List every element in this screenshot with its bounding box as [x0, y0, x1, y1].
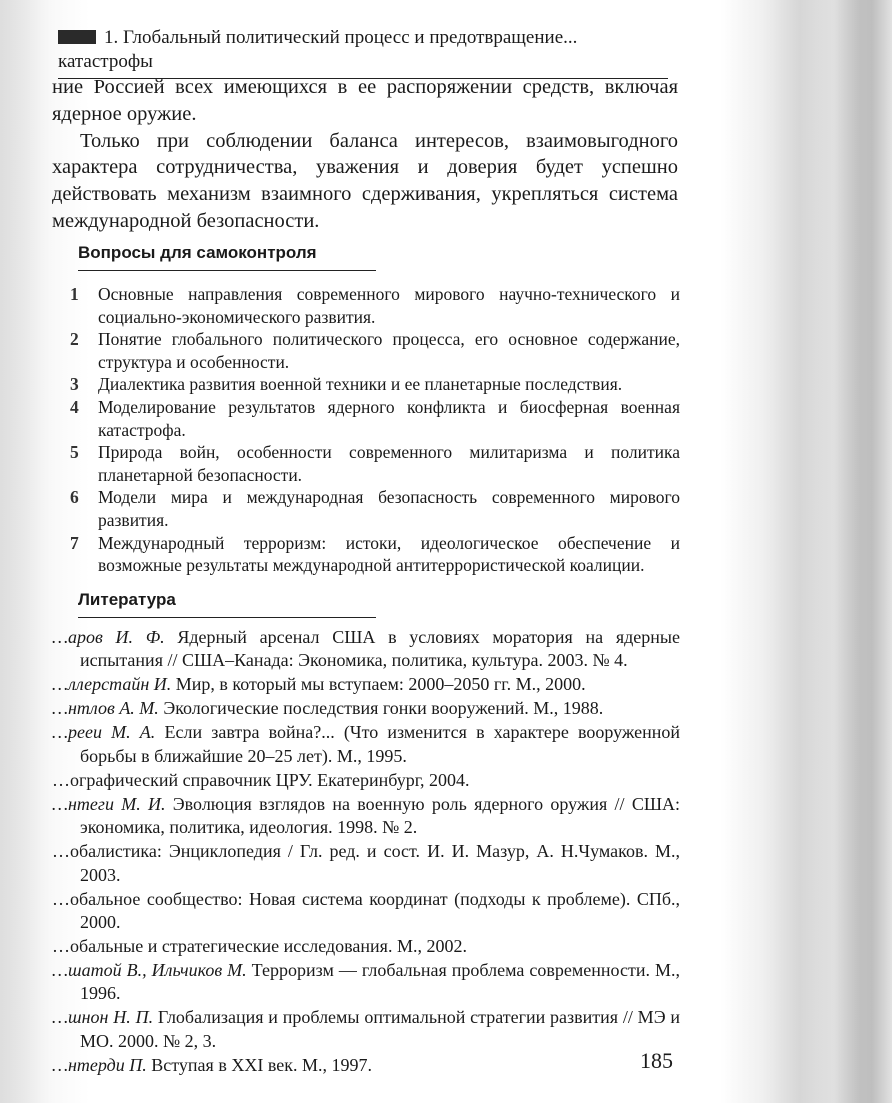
reference-text: Глобализация и проблемы оптимальной стратегии развития // МЭ и МО. 2000. № 2, 3.	[80, 1007, 681, 1051]
reference-author: …нтерди П.	[52, 1054, 147, 1075]
question-text: Понятие глобального политического процесса, его основное содержание, структура и особенности.	[98, 329, 680, 372]
reference-text: Ядерный арсенал США в условиях моратория на ядерные испытания // США–Канада: Экономика, политика, культура. 2003. № 4.	[80, 627, 680, 671]
reference-text: Терроризм — глобальная проблема современности. М., 1996.	[80, 960, 680, 1004]
question-item	[70, 396, 680, 441]
binding-shadow	[0, 0, 52, 1103]
reference-text: Экологические последствия гонки вооружений. М., 1988.	[158, 698, 604, 719]
question-number: 1	[70, 284, 79, 304]
questions-heading: Вопросы для самоконтроля	[78, 242, 376, 271]
reference-text: Эволюция взглядов на военную роль ядерного оружия // США: экономика, политика, идеология. 1998. № 2.	[80, 793, 680, 838]
question-item	[70, 486, 680, 531]
reference-author: …шатой В., Ильчиков М.	[52, 960, 247, 981]
reference-author: …ллерстайн И.	[52, 674, 172, 695]
reference-text: …обальное сообщество: Новая система координат (подходы к проблеме). СПб., 2000.	[52, 888, 680, 933]
reference-author: …нтеги М. И.	[52, 793, 166, 814]
question-text: Основные направления современного мирового научно-технического и социально-экономического развития.	[98, 284, 680, 327]
reference-text: Мир, в который мы вступаем: 2000–2050 гг. М., 2000.	[171, 674, 586, 695]
body-text	[52, 74, 678, 235]
literature-heading: Литература	[78, 589, 376, 618]
header-title: 1. Глобальный политический процесс и предотвращение... катастрофы	[58, 27, 578, 72]
question-item	[70, 328, 680, 373]
reference-text: Если завтра война?... (Что изменится в характере вооруженной борьбы в ближайшие 20–25 лет). М., 1995.	[80, 722, 680, 766]
question-number: 7	[70, 532, 79, 553]
question-text: Международный терроризм: истоки, идеологическое обеспечение и возможные результаты международной антитеррористической коалиции.	[98, 532, 680, 576]
reference-item	[52, 697, 680, 720]
reference-item	[52, 1054, 680, 1077]
reference-item	[52, 721, 680, 768]
reference-text: …обалистика: Энциклопедия / Гл. ред. и сост. И. И. Мазур, А. Н.Чумаков. М., 2003.	[52, 841, 680, 885]
reference-text: …ографический справочник ЦРУ. Екатеринбург, 2004.	[52, 769, 470, 790]
page-number: 185	[640, 1048, 673, 1073]
question-number: 6	[70, 487, 79, 508]
reference-item	[52, 626, 680, 673]
header-mark	[58, 30, 96, 44]
reference-item	[52, 840, 680, 887]
question-text: Природа войн, особенности современного милитаризма и политика планетарной безопасности.	[98, 442, 680, 485]
literature-list	[52, 626, 680, 1078]
running-header	[58, 26, 668, 79]
reference-author: …аров И. Ф.	[52, 627, 165, 647]
question-number: 5	[70, 442, 79, 463]
question-text: Диалектика развития военной техники и ее планетарные последствия.	[98, 374, 623, 395]
reference-item	[52, 935, 680, 958]
body-paragraph: ние Россией всех имеющихся в ее распоряжении средств, включая ядерное оружие.	[52, 76, 678, 125]
reference-author: …рееи М. А.	[52, 722, 156, 743]
body-paragraph: Только при соблюдении баланса интересов, взаимовыгодного характера сотрудничества, уважения и доверия будет успешно действовать механизм взаимного сдерживания, укрепляться система международной безопасности.	[52, 129, 678, 232]
reference-author: …шнон Н. П.	[52, 1007, 154, 1028]
reference-author: …нтлов А. М.	[52, 698, 159, 719]
questions-list	[70, 283, 680, 577]
reference-item	[52, 673, 680, 696]
question-item	[70, 283, 680, 328]
reference-item	[52, 793, 680, 840]
reference-item	[52, 888, 680, 935]
reference-item	[52, 769, 680, 792]
reference-item	[52, 959, 680, 1006]
question-text: Моделирование результатов ядерного конфликта и биосферная военная катастрофа.	[98, 396, 680, 440]
question-text: Модели мира и международная безопасность современного мирового развития.	[98, 487, 680, 530]
question-item	[70, 441, 680, 486]
reference-item	[52, 1006, 680, 1053]
question-item	[70, 373, 680, 396]
reference-text: Вступая в XXI век. М., 1997.	[146, 1054, 372, 1075]
page-edge-shadow	[772, 0, 892, 1103]
question-number: 2	[70, 329, 79, 350]
question-number: 3	[70, 374, 79, 395]
reference-text: …обальные и стратегические исследования. М., 2002.	[52, 936, 467, 957]
question-item	[70, 532, 680, 577]
question-number: 4	[70, 396, 79, 417]
